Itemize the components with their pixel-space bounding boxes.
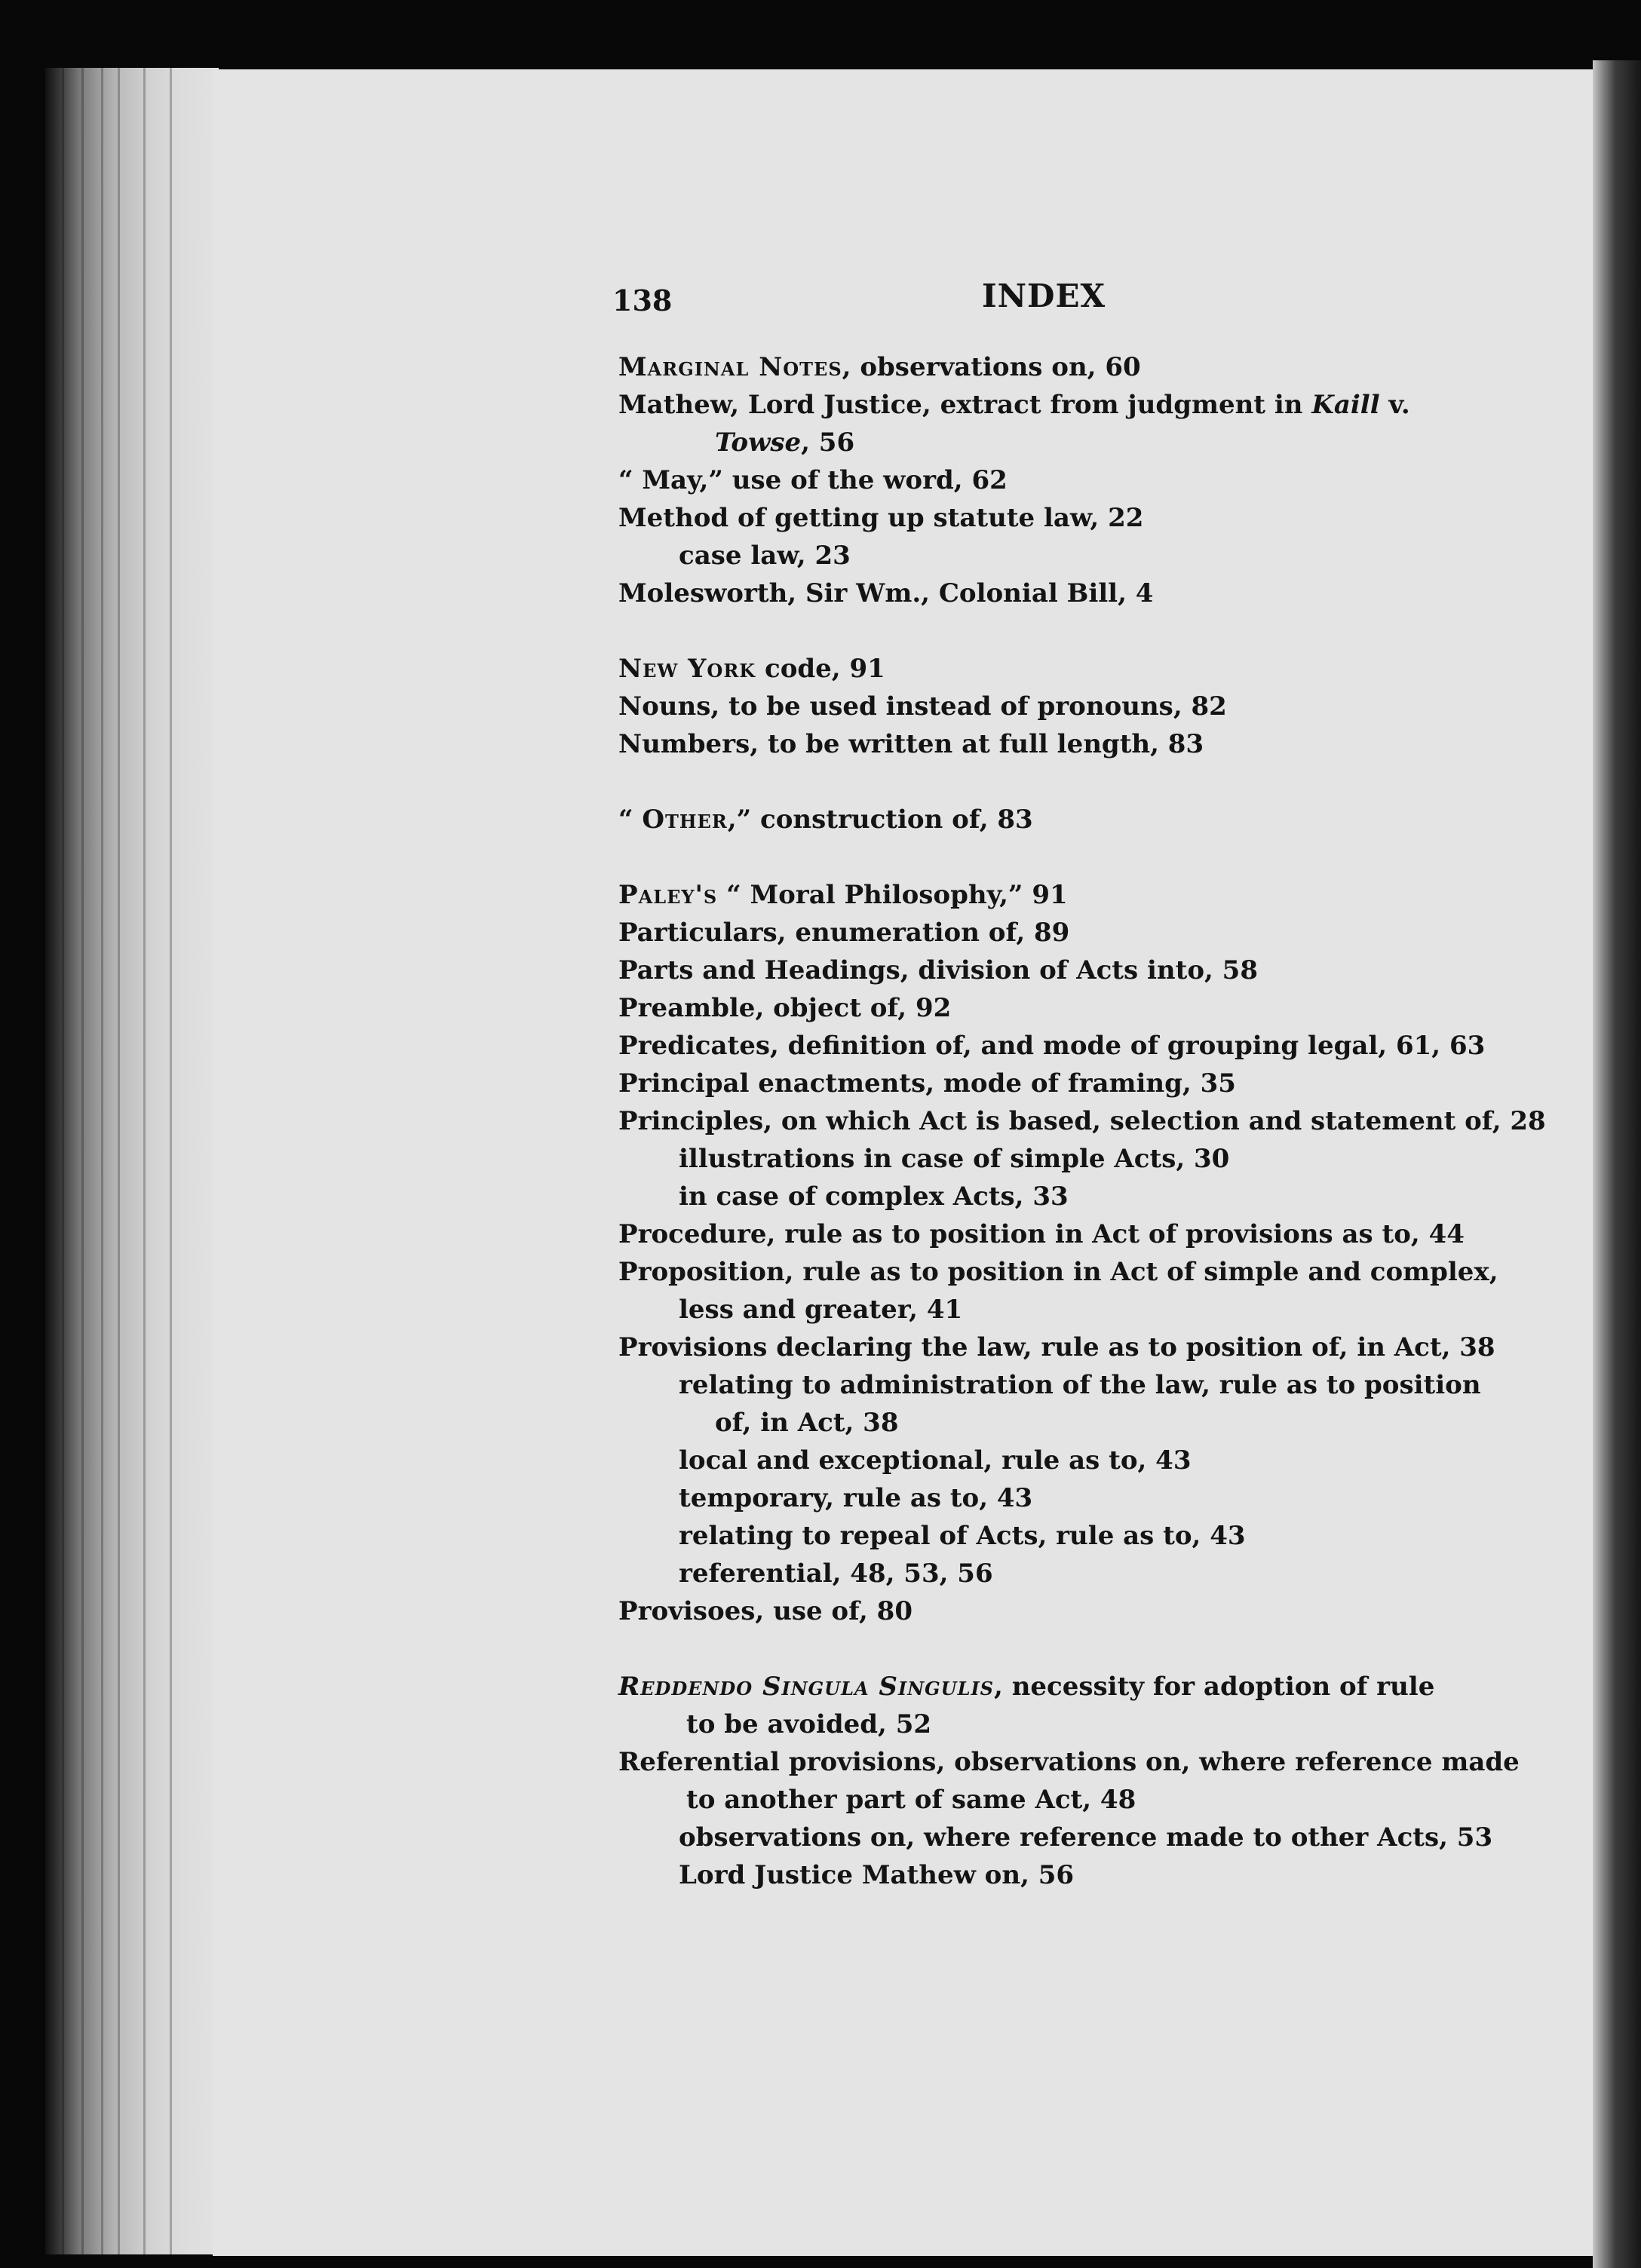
index-entry: Method of getting up statute law, 22 bbox=[618, 503, 1144, 533]
index-entry: Parts and Headings, division of Acts into, 58 bbox=[618, 955, 1258, 985]
index-subentry: relating to repeal of Acts, rule as to, 43 bbox=[679, 1521, 1246, 1551]
index-entry: Provisoes, use of, 80 bbox=[618, 1596, 913, 1626]
book-page-edges bbox=[45, 68, 219, 2254]
running-title: INDEX bbox=[982, 277, 1106, 314]
index-entry: Preamble, object of, 92 bbox=[618, 993, 952, 1023]
facing-page-edge bbox=[1593, 60, 1641, 2268]
index-entry-continuation: of, in Act, 38 bbox=[715, 1408, 899, 1438]
index-entry: New York code, 91 bbox=[618, 654, 885, 684]
index-subentry: illustrations in case of simple Acts, 30 bbox=[679, 1144, 1230, 1174]
index-entry: Paley's “ Moral Philosophy,” 91 bbox=[618, 880, 1068, 910]
index-entry: Numbers, to be written at full length, 83 bbox=[618, 729, 1204, 759]
page-number: 138 bbox=[612, 284, 673, 317]
index-subentry: observations on, where reference made to other Acts, 53 bbox=[679, 1822, 1493, 1853]
index-entry: Mathew, Lord Justice, extract from judgment in Kaill v. bbox=[618, 390, 1410, 420]
index-entry: Principles, on which Act is based, selection and statement of, 28 bbox=[618, 1106, 1546, 1136]
index-entry: Proposition, rule as to position in Act of simple and complex, bbox=[618, 1257, 1498, 1287]
index-entry: Predicates, definition of, and mode of grouping legal, 61, 63 bbox=[618, 1031, 1486, 1061]
index-entry: “ May,” use of the word, 62 bbox=[618, 465, 1008, 495]
index-subentry: referential, 48, 53, 56 bbox=[679, 1558, 993, 1589]
index-entries bbox=[618, 348, 1546, 1894]
index-entry-continuation: to another part of same Act, 48 bbox=[686, 1785, 1136, 1815]
index-entry-continuation: less and greater, 41 bbox=[679, 1295, 963, 1325]
index-entry-continuation: Towse, 56 bbox=[715, 428, 855, 458]
index-subentry: local and exceptional, rule as to, 43 bbox=[679, 1445, 1192, 1476]
index-subentry: Lord Justice Mathew on, 56 bbox=[679, 1860, 1075, 1890]
index-subentry: case law, 23 bbox=[679, 541, 851, 571]
index-entry: “ Other,” construction of, 83 bbox=[618, 805, 1033, 835]
index-entry: Molesworth, Sir Wm., Colonial Bill, 4 bbox=[618, 578, 1154, 608]
running-head bbox=[612, 277, 1472, 323]
index-entry: Procedure, rule as to position in Act of provisions as to, 44 bbox=[618, 1219, 1465, 1249]
index-entry-continuation: to be avoided, 52 bbox=[686, 1709, 932, 1739]
index-entry: Reddendo Singula Singulis, necessity for adoption of rule bbox=[618, 1672, 1435, 1702]
index-subentry: temporary, rule as to, 43 bbox=[679, 1483, 1033, 1513]
index-subentry: in case of complex Acts, 33 bbox=[679, 1182, 1069, 1212]
index-entry: Provisions declaring the law, rule as to position of, in Act, 38 bbox=[618, 1332, 1495, 1362]
index-subentry: relating to administration of the law, rule as to position bbox=[679, 1370, 1481, 1400]
index-entry: Principal enactments, mode of framing, 35 bbox=[618, 1068, 1236, 1099]
index-entry: Referential provisions, observations on, where reference made bbox=[618, 1747, 1520, 1777]
index-entry: Marginal Notes, observations on, 60 bbox=[618, 352, 1141, 382]
index-entry: Particulars, enumeration of, 89 bbox=[618, 918, 1070, 948]
index-entry: Nouns, to be used instead of pronouns, 82 bbox=[618, 691, 1227, 722]
